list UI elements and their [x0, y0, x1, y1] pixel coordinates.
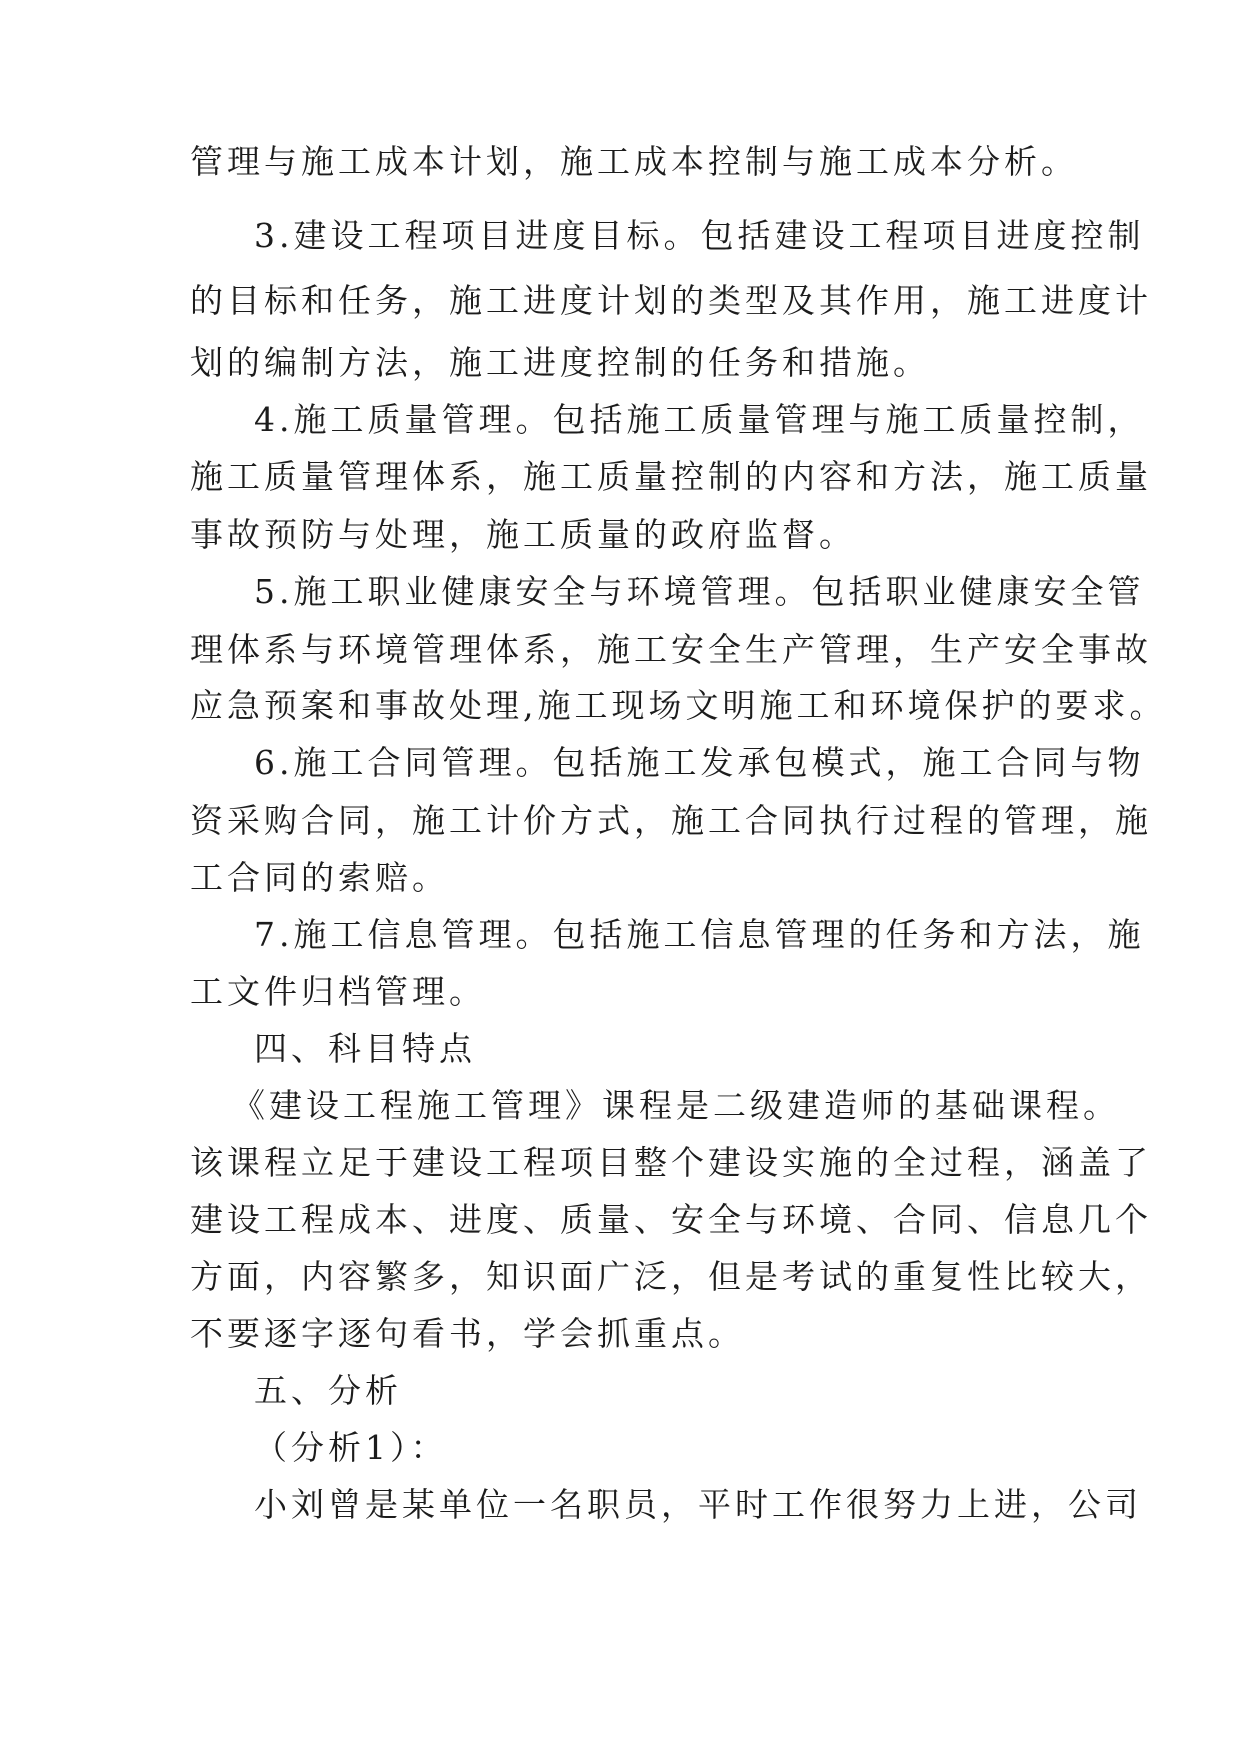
text-line: 资采购合同，施工计价方式，施工合同执行过程的管理，施 [190, 801, 1152, 840]
text-line: 3.建设工程项目进度目标。包括建设工程项目进度控制 [254, 216, 1145, 255]
text-line: （分析1）： [254, 1428, 448, 1467]
text-line: 4.施工质量管理。包括施工质量管理与施工质量控制， [254, 400, 1145, 439]
text-line: 工合同的索赔。 [190, 858, 449, 897]
text-line: 划的编制方法，施工进度控制的任务和措施。 [190, 343, 930, 382]
text-line: 工文件归档管理。 [190, 972, 486, 1011]
section-heading: 四、科目特点 [254, 1029, 476, 1068]
text-line: 施工质量管理体系，施工质量控制的内容和方法，施工质量 [190, 457, 1152, 496]
text-line: 不要逐字逐句看书，学会抓重点。 [190, 1314, 745, 1353]
text-line: 建设工程成本、进度、质量、安全与环境、合同、信息几个 [190, 1200, 1152, 1239]
text-line: 事故预防与处理，施工质量的政府监督。 [190, 515, 856, 554]
text-line: 《建设工程施工管理》课程是二级建造师的基础课程。 [232, 1086, 1120, 1125]
text-line: 应急预案和事故处理,施工现场文明施工和环境保护的要求。 [190, 686, 1167, 725]
text-line: 理体系与环境管理体系，施工安全生产管理，生产安全事故 [190, 630, 1152, 669]
text-line: 小刘曾是某单位一名职员，平时工作很努力上进，公司 [254, 1485, 1142, 1524]
text-line: 该课程立足于建设工程项目整个建设实施的全过程，涵盖了 [190, 1143, 1152, 1182]
text-line: 的目标和任务，施工进度计划的类型及其作用，施工进度计 [190, 281, 1152, 320]
text-line: 方面，内容繁多，知识面广泛，但是考试的重复性比较大， [190, 1257, 1152, 1296]
text-line: 5.施工职业健康安全与环境管理。包括职业健康安全管 [254, 572, 1145, 611]
section-heading: 五、分析 [254, 1371, 402, 1410]
text-line: 6.施工合同管理。包括施工发承包模式，施工合同与物 [254, 743, 1145, 782]
text-line: 管理与施工成本计划，施工成本控制与施工成本分析。 [190, 142, 1078, 181]
text-line: 7.施工信息管理。包括施工信息管理的任务和方法，施 [254, 915, 1145, 954]
